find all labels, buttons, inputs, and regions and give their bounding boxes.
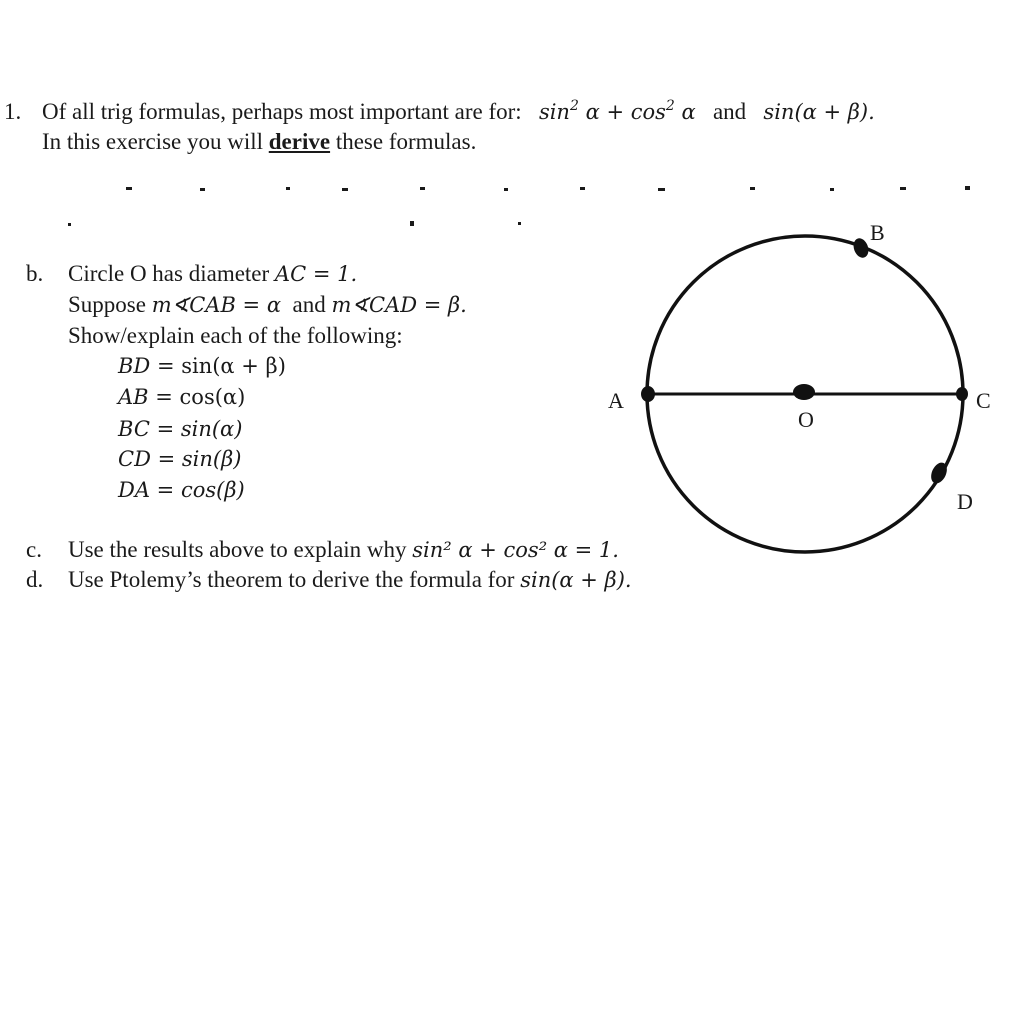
part-b-line-2: Suppose m∢CAB = α and m∢CAD = β. <box>68 292 467 317</box>
identity-item: CD = sin(β) <box>118 447 242 471</box>
diameter-math: AC = 1. <box>274 262 358 286</box>
label-d: D <box>957 489 973 514</box>
part-b-marker: b. <box>26 261 44 286</box>
point-c <box>956 387 968 401</box>
identity-item: DA = cos(β) <box>118 478 245 502</box>
identity-item: BD = sin(α + β) <box>118 354 286 378</box>
point-a <box>641 386 655 402</box>
problem-intro-line-2: In this exercise you will derive these formulas. <box>42 129 477 154</box>
angle-cab-math: m∢CAB = α <box>151 293 282 317</box>
angle-cad-math: m∢CAD = β. <box>331 293 467 317</box>
and-word: and <box>712 99 747 124</box>
point-o <box>793 384 815 400</box>
part-c-marker: c. <box>26 537 42 562</box>
label-o: O <box>798 407 814 432</box>
part-d-line: d. Use Ptolemy’s theorem to derive the formula for sin(α + β). <box>26 567 632 592</box>
part-b-line-1: b. Circle O has diameter AC = 1. <box>26 261 358 286</box>
point-b <box>851 236 871 260</box>
formula-sin2-cos2: $\sin^2 \alpha + \cos^2 \alpha$ <box>538 98 696 124</box>
intro-text: Of all trig formulas, perhaps most important are for: <box>42 99 522 124</box>
identity-item: AB = cos(α) <box>118 385 246 409</box>
pythagorean-identity: sin² α + cos² α = 1. <box>412 538 619 562</box>
part-c-line: c. Use the results above to explain why sin² α + cos² α = 1. <box>26 537 619 562</box>
label-c: C <box>976 388 991 413</box>
circle-diagram <box>600 215 1010 565</box>
label-b: B <box>870 220 885 245</box>
problem-intro-line <box>4 98 875 126</box>
formula-sin-sum: sin(α + β). <box>763 100 875 124</box>
part-b-line-3: Show/explain each of the following: <box>68 323 403 348</box>
identity-item: BC = sin(α) <box>118 417 243 441</box>
sum-formula: sin(α + β). <box>520 568 632 592</box>
label-a: A <box>608 388 624 413</box>
derive-emphasis: derive <box>268 129 331 154</box>
problem-number: 1. <box>4 99 22 124</box>
part-d-marker: d. <box>26 567 44 592</box>
